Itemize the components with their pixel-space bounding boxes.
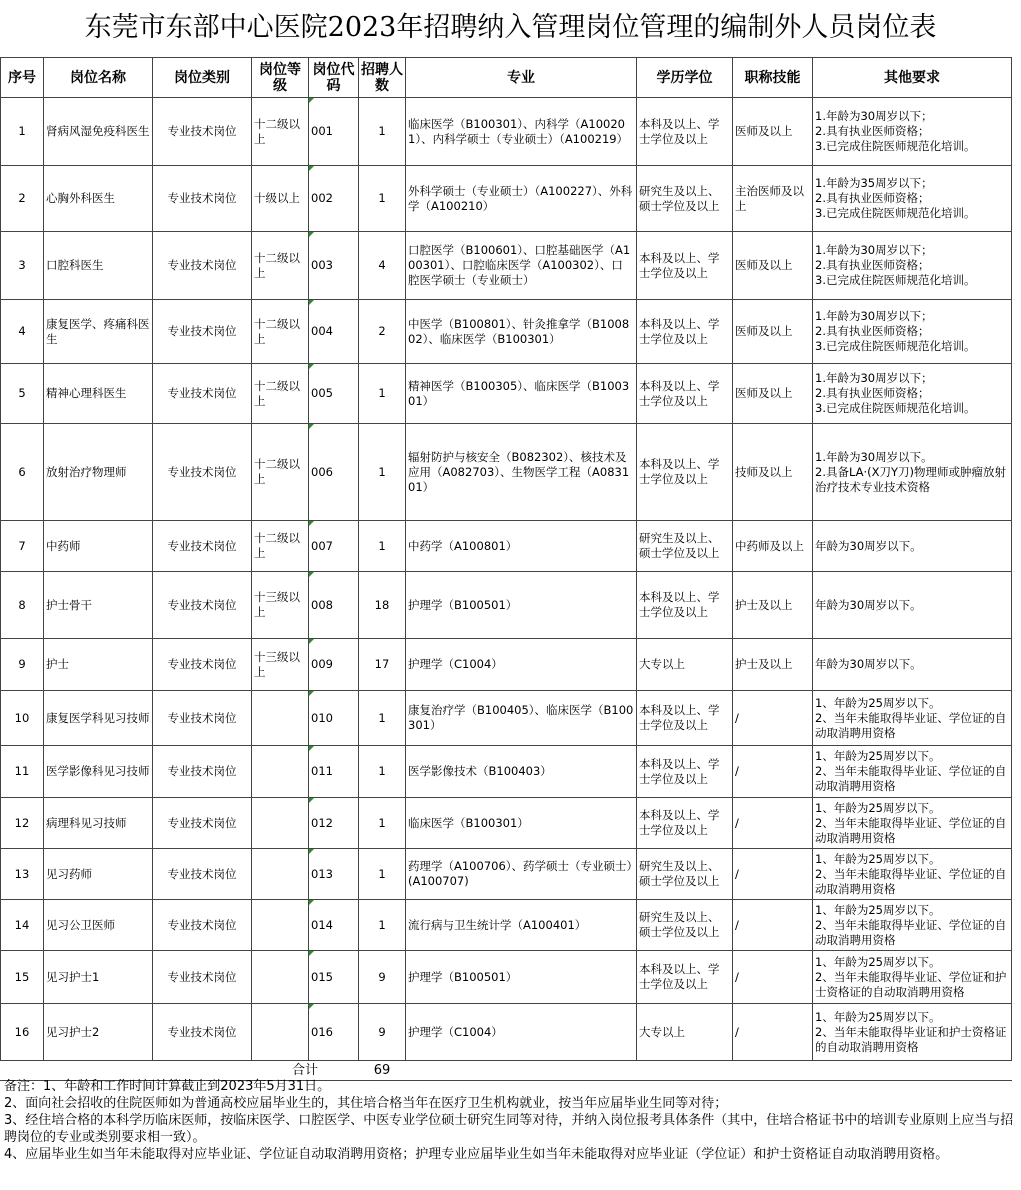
requirement-line: 1、年龄为25周岁以下。 (815, 695, 941, 710)
requirement-line: 1.年龄为30周岁以下； (815, 243, 933, 257)
row-category: 专业技术岗位 (153, 639, 252, 691)
row-count: 2 (359, 300, 406, 364)
row-code: 014 (309, 900, 359, 951)
row-seq: 14 (1, 900, 44, 951)
row-title-skill: 医师及以上 (733, 364, 813, 424)
requirement-line: 1.年龄为30周岁以下； (815, 309, 933, 323)
row-level: 十二级以上 (252, 300, 309, 364)
table-row (1, 900, 1012, 951)
page-title: 东莞市东部中心医院2023年招聘纳入管理岗位管理的编制外人员岗位表 (84, 12, 937, 43)
requirement-line: 2.具有执业医师资格； (815, 191, 930, 205)
requirement-line: 1.年龄为35周岁以下； (815, 176, 933, 190)
row-seq: 3 (1, 232, 44, 300)
row-title-skill: / (733, 746, 813, 798)
header-code: 岗位代码 (309, 58, 359, 98)
row-name: 病理科见习技师 (44, 798, 153, 849)
row-category: 专业技术岗位 (153, 364, 252, 424)
requirement-line: 1、年龄为25周岁以下。 (815, 1009, 941, 1024)
table-row (1, 424, 1012, 521)
row-other (813, 798, 1012, 849)
header-major: 专业 (406, 58, 637, 98)
row-name: 口腔科医生 (44, 232, 153, 300)
requirement-line: 1、年龄为25周岁以下。 (815, 800, 941, 815)
row-level: 十二级以上 (252, 424, 309, 521)
row-major: 药理学（A100706）、药学硕士（专业硕士）(A100707) (406, 849, 637, 900)
row-other (813, 639, 1012, 691)
row-count: 9 (359, 951, 406, 1004)
row-major: 精神医学（B100305）、临床医学（B100301） (406, 364, 637, 424)
row-count: 1 (359, 798, 406, 849)
row-other (813, 98, 1012, 166)
row-edu: 本科及以上、学士学位及以上 (637, 572, 733, 639)
row-category: 专业技术岗位 (153, 798, 252, 849)
row-other (813, 166, 1012, 232)
requirement-line: 2.具有执业医师资格； (815, 324, 930, 338)
requirement-line: 年龄为30周岁以下。 (815, 538, 922, 553)
requirement-line: 2、当年未能取得毕业证、学位证的自动取消聘用资格 (815, 815, 1007, 845)
row-code: 004 (309, 300, 359, 364)
requirement-line: 年龄为30周岁以下。 (815, 597, 922, 612)
table-row (1, 232, 1012, 300)
requirement-line: 2.具有执业医师资格； (815, 124, 930, 138)
row-seq: 1 (1, 98, 44, 166)
row-seq: 8 (1, 572, 44, 639)
row-other (813, 900, 1012, 951)
row-title-skill: / (733, 849, 813, 900)
table-row (1, 798, 1012, 849)
row-count: 4 (359, 232, 406, 300)
row-level: 十二级以上 (252, 98, 309, 166)
row-seq: 15 (1, 951, 44, 1004)
row-edu: 本科及以上、学士学位及以上 (637, 746, 733, 798)
row-code: 002 (309, 166, 359, 232)
row-major: 护理学（C1004） (406, 1004, 637, 1061)
requirement-line: 2.具有执业医师资格； (815, 386, 930, 400)
row-count: 1 (359, 166, 406, 232)
row-name: 肾病风湿免疫科医生 (44, 98, 153, 166)
row-other (813, 951, 1012, 1004)
row-count: 9 (359, 1004, 406, 1061)
row-title-skill: 主治医师及以上 (733, 166, 813, 232)
row-major: 流行病与卫生统计学（A100401） (406, 900, 637, 951)
requirement-line: 2、当年未能取得毕业证和护士资格证的自动取消聘用资格 (815, 1024, 1007, 1054)
row-title-skill: 医师及以上 (733, 232, 813, 300)
row-seq: 16 (1, 1004, 44, 1061)
requirement-line: 1.年龄为30周岁以下。 (815, 449, 933, 464)
header-level: 岗位等级 (252, 58, 309, 98)
row-edu: 大专以上 (637, 639, 733, 691)
note-line: 备注：1、年龄和工作时间计算截止到2023年5月31日。 (4, 1079, 331, 1094)
table-row (1, 1004, 1012, 1061)
row-category: 专业技术岗位 (153, 849, 252, 900)
row-category: 专业技术岗位 (153, 166, 252, 232)
row-category: 专业技术岗位 (153, 900, 252, 951)
row-title-skill: / (733, 900, 813, 951)
row-title-skill: 护士及以上 (733, 572, 813, 639)
row-level (252, 746, 309, 798)
row-code: 007 (309, 521, 359, 572)
table-row (1, 521, 1012, 572)
row-name: 护士 (44, 639, 153, 691)
row-edu: 本科及以上、学士学位及以上 (637, 951, 733, 1004)
row-edu: 研究生及以上、硕士学位及以上 (637, 521, 733, 572)
row-edu: 本科及以上、学士学位及以上 (637, 232, 733, 300)
row-other (813, 424, 1012, 521)
row-name: 康复医学科见习技师 (44, 691, 153, 746)
row-name: 医学影像科见习技师 (44, 746, 153, 798)
row-other (813, 746, 1012, 798)
header-other: 其他要求 (813, 58, 1012, 98)
row-title-skill: / (733, 691, 813, 746)
row-category: 专业技术岗位 (153, 300, 252, 364)
row-edu: 大专以上 (637, 1004, 733, 1061)
table-row (1, 691, 1012, 746)
row-count: 1 (359, 691, 406, 746)
row-other (813, 1004, 1012, 1061)
row-code: 001 (309, 98, 359, 166)
row-level: 十三级以上 (252, 639, 309, 691)
row-category: 专业技术岗位 (153, 521, 252, 572)
row-name: 中药师 (44, 521, 153, 572)
row-seq: 12 (1, 798, 44, 849)
requirement-line: 2.具有执业医师资格； (815, 258, 930, 272)
row-code: 013 (309, 849, 359, 900)
row-category: 专业技术岗位 (153, 232, 252, 300)
row-count: 1 (359, 98, 406, 166)
row-level (252, 691, 309, 746)
table-row (1, 951, 1012, 1004)
row-title-skill: / (733, 951, 813, 1004)
row-edu: 研究生及以上、硕士学位及以上 (637, 900, 733, 951)
row-major: 辐射防护与核安全（B082302）、核技术及应用（A082703）、生物医学工程（A083101） (406, 424, 637, 521)
row-edu: 本科及以上、学士学位及以上 (637, 691, 733, 746)
row-other (813, 572, 1012, 639)
header-seq: 序号 (1, 58, 44, 98)
row-edu: 本科及以上、学士学位及以上 (637, 798, 733, 849)
row-other (813, 232, 1012, 300)
row-other (813, 364, 1012, 424)
row-code: 009 (309, 639, 359, 691)
requirement-line: 2.具备LA·(X刀Y刀)物理师或肿瘤放射治疗技术专业技术资格 (815, 464, 1007, 494)
requirement-line: 1、年龄为25周岁以下。 (815, 749, 941, 763)
row-category: 专业技术岗位 (153, 98, 252, 166)
row-level (252, 849, 309, 900)
row-major: 护理学（B100501） (406, 951, 637, 1004)
total-label: 合计 (153, 1061, 359, 1081)
row-name: 康复医学、疼痛科医生 (44, 300, 153, 364)
row-count: 1 (359, 746, 406, 798)
requirement-line: 1、年龄为25周岁以下。 (815, 902, 941, 917)
row-major: 护理学（B100501） (406, 572, 637, 639)
row-edu: 研究生及以上、硕士学位及以上 (637, 849, 733, 900)
requirement-line: 3.已完成住院医师规范化培训。 (815, 139, 976, 153)
row-count: 1 (359, 364, 406, 424)
requirement-line: 1.年龄为30周岁以下； (815, 371, 933, 385)
row-major: 护理学（C1004） (406, 639, 637, 691)
row-major: 康复治疗学（B100405）、临床医学（B100301） (406, 691, 637, 746)
row-name: 见习公卫医师 (44, 900, 153, 951)
row-count: 18 (359, 572, 406, 639)
row-edu: 本科及以上、学士学位及以上 (637, 98, 733, 166)
notes (4, 1078, 1016, 1163)
row-name: 见习护士1 (44, 951, 153, 1004)
row-title-skill: 医师及以上 (733, 300, 813, 364)
row-level (252, 798, 309, 849)
row-level: 十级以上 (252, 166, 309, 232)
row-major: 临床医学（B100301） (406, 798, 637, 849)
requirement-line: 2、当年未能取得毕业证、学位证的自动取消聘用资格 (815, 917, 1007, 947)
row-other (813, 849, 1012, 900)
requirement-line: 2、当年未能取得毕业证、学位证的自动取消聘用资格 (815, 710, 1007, 740)
row-name: 放射治疗物理师 (44, 424, 153, 521)
table-row (1, 166, 1012, 232)
requirement-line: 2、当年未能取得毕业证、学位证的自动取消聘用资格 (815, 866, 1007, 896)
row-seq: 9 (1, 639, 44, 691)
row-level (252, 900, 309, 951)
row-major: 外科学硕士（专业硕士）（A100227）、外科学（A100210） (406, 166, 637, 232)
row-code: 006 (309, 424, 359, 521)
row-count: 1 (359, 849, 406, 900)
requirement-line: 3.已完成住院医师规范化培训。 (815, 339, 976, 353)
row-code: 016 (309, 1004, 359, 1061)
row-count: 1 (359, 424, 406, 521)
row-edu: 本科及以上、学士学位及以上 (637, 364, 733, 424)
row-other (813, 300, 1012, 364)
row-level: 十二级以上 (252, 364, 309, 424)
row-count: 1 (359, 521, 406, 572)
row-code: 003 (309, 232, 359, 300)
row-category: 专业技术岗位 (153, 424, 252, 521)
row-name: 见习药师 (44, 849, 153, 900)
row-edu: 本科及以上、学士学位及以上 (637, 424, 733, 521)
row-code: 010 (309, 691, 359, 746)
row-title-skill: / (733, 1004, 813, 1061)
requirement-line: 2、当年未能取得毕业证、学位证的自动取消聘用资格 (815, 764, 1007, 793)
row-seq: 2 (1, 166, 44, 232)
row-major: 中药学（A100801） (406, 521, 637, 572)
row-edu: 本科及以上、学士学位及以上 (637, 300, 733, 364)
row-major: 中医学（B100801）、针灸推拿学（B100802）、临床医学（B100301） (406, 300, 637, 364)
row-seq: 7 (1, 521, 44, 572)
row-code: 015 (309, 951, 359, 1004)
row-title-skill: 医师及以上 (733, 98, 813, 166)
positions-table (0, 57, 1012, 1081)
row-name: 见习护士2 (44, 1004, 153, 1061)
row-edu: 研究生及以上、硕士学位及以上 (637, 166, 733, 232)
table-row (1, 849, 1012, 900)
requirement-line: 1.年龄为30周岁以下； (815, 109, 933, 123)
row-title-skill: 护士及以上 (733, 639, 813, 691)
row-name: 精神心理科医生 (44, 364, 153, 424)
row-code: 012 (309, 798, 359, 849)
note-line: 2、面向社会招收的住院医师如为普通高校应届毕业生的，其住培合格当年在医疗卫生机构就业，按当年应届毕业生同等对待； (4, 1096, 728, 1111)
requirement-line: 1、年龄为25周岁以下。 (815, 954, 941, 969)
requirement-line: 年龄为30周岁以下。 (815, 657, 922, 671)
requirement-line: 3.已完成住院医师规范化培训。 (815, 273, 976, 287)
row-code: 011 (309, 746, 359, 798)
header-name: 岗位名称 (44, 58, 153, 98)
row-seq: 13 (1, 849, 44, 900)
row-title-skill: / (733, 798, 813, 849)
row-level: 十二级以上 (252, 232, 309, 300)
row-code: 008 (309, 572, 359, 639)
row-count: 1 (359, 900, 406, 951)
row-seq: 6 (1, 424, 44, 521)
table-header-row (1, 58, 1012, 98)
requirement-line: 1、年龄为25周岁以下。 (815, 851, 941, 866)
row-level: 十三级以上 (252, 572, 309, 639)
row-category: 专业技术岗位 (153, 746, 252, 798)
row-major: 临床医学（B100301）、内科学（A100201）、内科学硕士（专业硕士）（A100219） (406, 98, 637, 166)
row-category: 专业技术岗位 (153, 951, 252, 1004)
table-row (1, 572, 1012, 639)
row-title-skill: 中药师及以上 (733, 521, 813, 572)
note-line: 4、应届毕业生如当年未能取得对应毕业证、学位证自动取消聘用资格；护理专业应届毕业生如当年未能取得对应毕业证（学位证）和护士资格证自动取消聘用资格。 (4, 1147, 949, 1162)
table-row (1, 98, 1012, 166)
row-level (252, 1004, 309, 1061)
row-seq: 5 (1, 364, 44, 424)
row-category: 专业技术岗位 (153, 572, 252, 639)
requirement-line: 3.已完成住院医师规范化培训。 (815, 206, 976, 220)
row-title-skill: 技师及以上 (733, 424, 813, 521)
row-seq: 10 (1, 691, 44, 746)
row-other (813, 691, 1012, 746)
row-category: 专业技术岗位 (153, 1004, 252, 1061)
row-major: 医学影像技术（B100403） (406, 746, 637, 798)
row-category: 专业技术岗位 (153, 691, 252, 746)
requirement-line: 3.已完成住院医师规范化培训。 (815, 401, 976, 415)
total-value: 69 (359, 1061, 406, 1081)
note-line: 3、经住培合格的本科学历临床医师，按临床医学、口腔医学、中医专业学位硕士研究生同等对待，并纳入岗位报考具体条件（其中，住培合格证书中的培训专业原则上应当与招聘岗位的专业或类别要求相一致）。 (4, 1113, 1014, 1145)
row-seq: 11 (1, 746, 44, 798)
row-other (813, 521, 1012, 572)
row-level: 十二级以上 (252, 521, 309, 572)
row-count: 17 (359, 639, 406, 691)
table-row (1, 746, 1012, 798)
row-seq: 4 (1, 300, 44, 364)
header-edu: 学历学位 (637, 58, 733, 98)
table-row (1, 364, 1012, 424)
table-row (1, 639, 1012, 691)
row-name: 心胸外科医生 (44, 166, 153, 232)
row-major: 口腔医学（B100601）、口腔基础医学（A100301）、口腔临床医学（A100302）、口腔医学硕士（专业硕士） (406, 232, 637, 300)
requirement-line: 2、当年未能取得毕业证、学位证和护士资格证的自动取消聘用资格 (815, 969, 1007, 999)
header-category: 岗位类别 (153, 58, 252, 98)
header-count: 招聘人数 (359, 58, 406, 98)
header-title-skill: 职称技能 (733, 58, 813, 98)
table-row (1, 300, 1012, 364)
row-code: 005 (309, 364, 359, 424)
row-name: 护士骨干 (44, 572, 153, 639)
row-level (252, 951, 309, 1004)
